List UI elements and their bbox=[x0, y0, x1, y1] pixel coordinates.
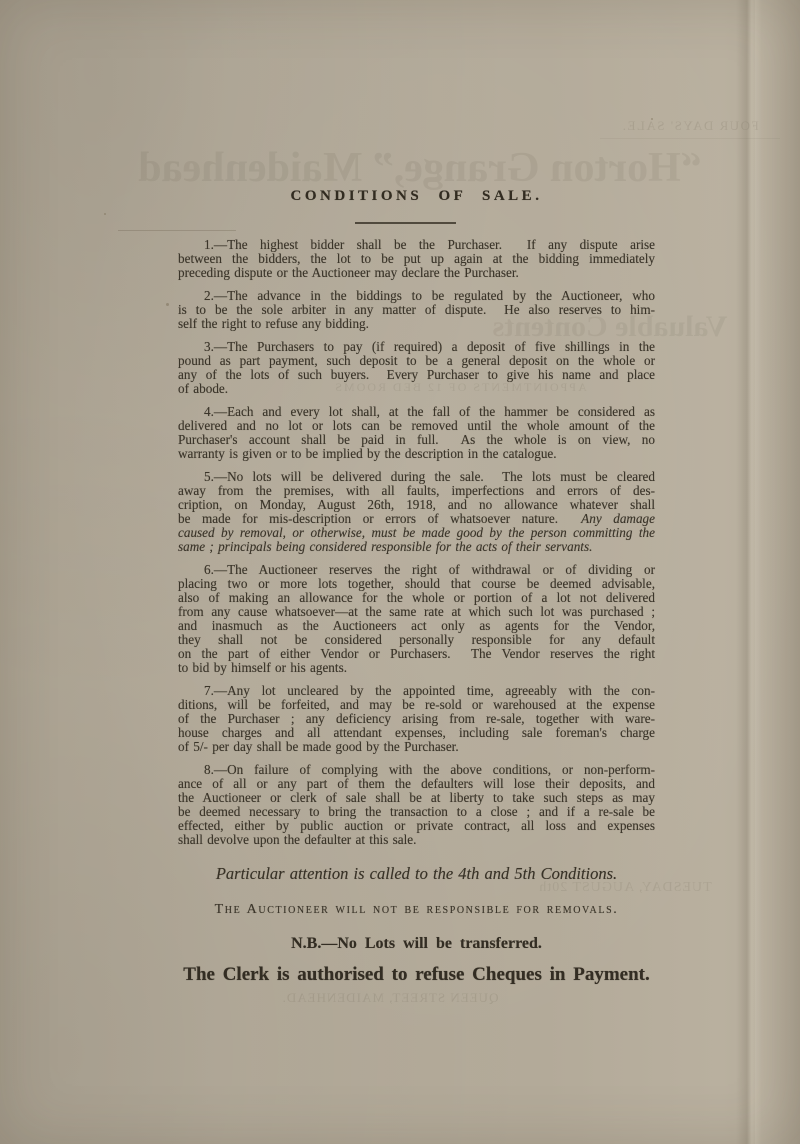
removals-notice: The Auctioneer will not be responsible for removals. bbox=[214, 902, 619, 917]
nb-notice: N.B.—No Lots will be transferred. bbox=[291, 935, 542, 952]
condition-paragraph bbox=[178, 763, 655, 847]
condition-line: be deemed necessary to bring the transaction to a close ; and if a re-sale be bbox=[178, 804, 655, 819]
condition-line: ance of all or any part of them the defaulters will lose their deposits, and bbox=[178, 776, 655, 791]
bleed-through-text: “Horton Grange,” Maidenhead bbox=[138, 145, 702, 191]
condition-line: of abode. bbox=[178, 381, 229, 396]
paper-speck bbox=[104, 213, 106, 215]
condition-line: between the bidders, the lot to be put up again at the bidding immediately bbox=[178, 251, 655, 266]
condition-line: 4.—Each and every lot shall, at the fall of the hammer be considered as bbox=[204, 404, 655, 419]
condition-line: and inasmuch as the Auctioneers act only as agents for the Vendor, bbox=[178, 618, 655, 633]
conditions-content bbox=[178, 238, 655, 987]
condition-line: any of the lots of such buyers. Every Purchaser to give his name and place bbox=[178, 367, 655, 382]
condition-line: cription, on Monday, August 26th, 1918, and no allowance whatever shall bbox=[178, 497, 655, 512]
condition-line: warranty is given or to be implied by the description in the catalogue. bbox=[178, 446, 557, 461]
paper-speck bbox=[651, 118, 653, 120]
condition-line: house charges and all attendant expenses, including sale foreman's charge bbox=[178, 725, 655, 740]
condition-line: delivered and no lot or lots can be removed until the whole amount of the bbox=[178, 418, 655, 433]
condition-line: from any cause whatsoever—at the same rate at which such lot was purchased ; bbox=[178, 604, 655, 619]
condition-line: of 5/- per day shall be made good by the Purchaser. bbox=[178, 739, 459, 754]
condition-line: 3.—The Purchasers to pay (if required) a deposit of five shillings in the bbox=[204, 339, 655, 354]
condition-line: is to be the sole arbiter in any matter of dispute. He also reserves to him- bbox=[178, 302, 655, 317]
condition-line: self the right to refuse any bidding. bbox=[178, 316, 369, 331]
condition-line: placing two or more lots together, should that course be deemed advisable, bbox=[178, 576, 655, 591]
condition-line: 8.—On failure of complying with the above conditions, or non-perform- bbox=[204, 762, 655, 777]
bleed-through-text: FOUR DAYS' SALE. bbox=[600, 118, 780, 139]
condition-line: 2.—The advance in the biddings to be regulated by the Auctioneer, who bbox=[204, 288, 655, 303]
condition-line: pound as part payment, such deposit to be a general deposit on the whole or bbox=[178, 353, 655, 368]
condition-paragraph bbox=[178, 340, 655, 396]
condition-line: shall devolve upon the defaulter at this sale. bbox=[178, 832, 417, 847]
condition-paragraph bbox=[178, 238, 655, 280]
condition-line: also of making an allowance for the whole or portion of a lot not delivered bbox=[178, 590, 655, 605]
condition-line: effected, either by public auction or private contract, all loss and expenses bbox=[178, 818, 655, 833]
condition-line: 7.—Any lot uncleared by the appointed time, agreeably with the con- bbox=[204, 683, 655, 698]
condition-paragraph bbox=[178, 470, 655, 554]
condition-line: they shall not be considered personally responsible for any default bbox=[178, 632, 655, 647]
bleed-through-text: Valuable Contents bbox=[492, 310, 728, 343]
show-through-line bbox=[118, 230, 236, 231]
condition-line: the Auctioneer or clerk of sale shall be at liberty to take such steps as may bbox=[178, 790, 655, 805]
condition-line: to bid by himself or his agents. bbox=[178, 660, 347, 675]
condition-line: preceding dispute or the Auctioneer may declare the Purchaser. bbox=[178, 265, 519, 280]
condition-line: of the Purchaser ; any deficiency arising from re-sale, together with ware- bbox=[178, 711, 655, 726]
page-title: CONDITIONS OF SALE. bbox=[290, 188, 543, 204]
attention-notice: Particular attention is called to the 4th and 5th Conditions. bbox=[215, 864, 618, 883]
bleed-through-text: APPOINTMENTS OF 12 BED ROOMS bbox=[333, 380, 587, 394]
bleed-through-text: QUEEN STREET, MAIDENHEAD. bbox=[281, 990, 499, 1005]
condition-line: caused by removal, or otherwise, must be made good by the person committing the bbox=[178, 525, 655, 540]
condition-paragraph bbox=[178, 563, 655, 675]
condition-line: 1.—The highest bidder shall be the Purchaser. If any dispute arise bbox=[204, 237, 655, 252]
paper-crease-shade bbox=[755, 0, 800, 1144]
condition-line: on the part of either Vendor or Purchasers. The Vendor reserves the right bbox=[178, 646, 655, 661]
condition-line: 6.—The Auctioneer reserves the right of withdrawal or of dividing or bbox=[204, 562, 655, 577]
condition-line: be made for mis-description or errors of whatsoever nature. Any damage bbox=[178, 511, 655, 526]
clerk-notice: The Clerk is authorised to refuse Cheques in Payment. bbox=[183, 964, 650, 985]
condition-paragraph bbox=[178, 405, 655, 461]
condition-line: Purchaser's account shall be paid in full. As the whole is on view, no bbox=[178, 432, 655, 447]
title-rule bbox=[355, 222, 456, 224]
condition-line: 5.—No lots will be delivered during the sale. The lots must be cleared bbox=[204, 469, 655, 484]
bleed-through-text: TUESDAY, AUGUST 20th bbox=[538, 880, 712, 895]
condition-line: ditions, will be forfeited, and may be re-sold or warehoused at the expense bbox=[178, 697, 655, 712]
condition-paragraph bbox=[178, 289, 655, 331]
condition-line: same ; principals being considered responsible for the acts of their servants. bbox=[178, 539, 593, 554]
condition-paragraph bbox=[178, 684, 655, 754]
paper-speck bbox=[166, 303, 169, 306]
condition-line: away from the premises, with all faults, imperfections and errors of des- bbox=[178, 483, 655, 498]
conditions-paragraphs bbox=[178, 238, 655, 847]
